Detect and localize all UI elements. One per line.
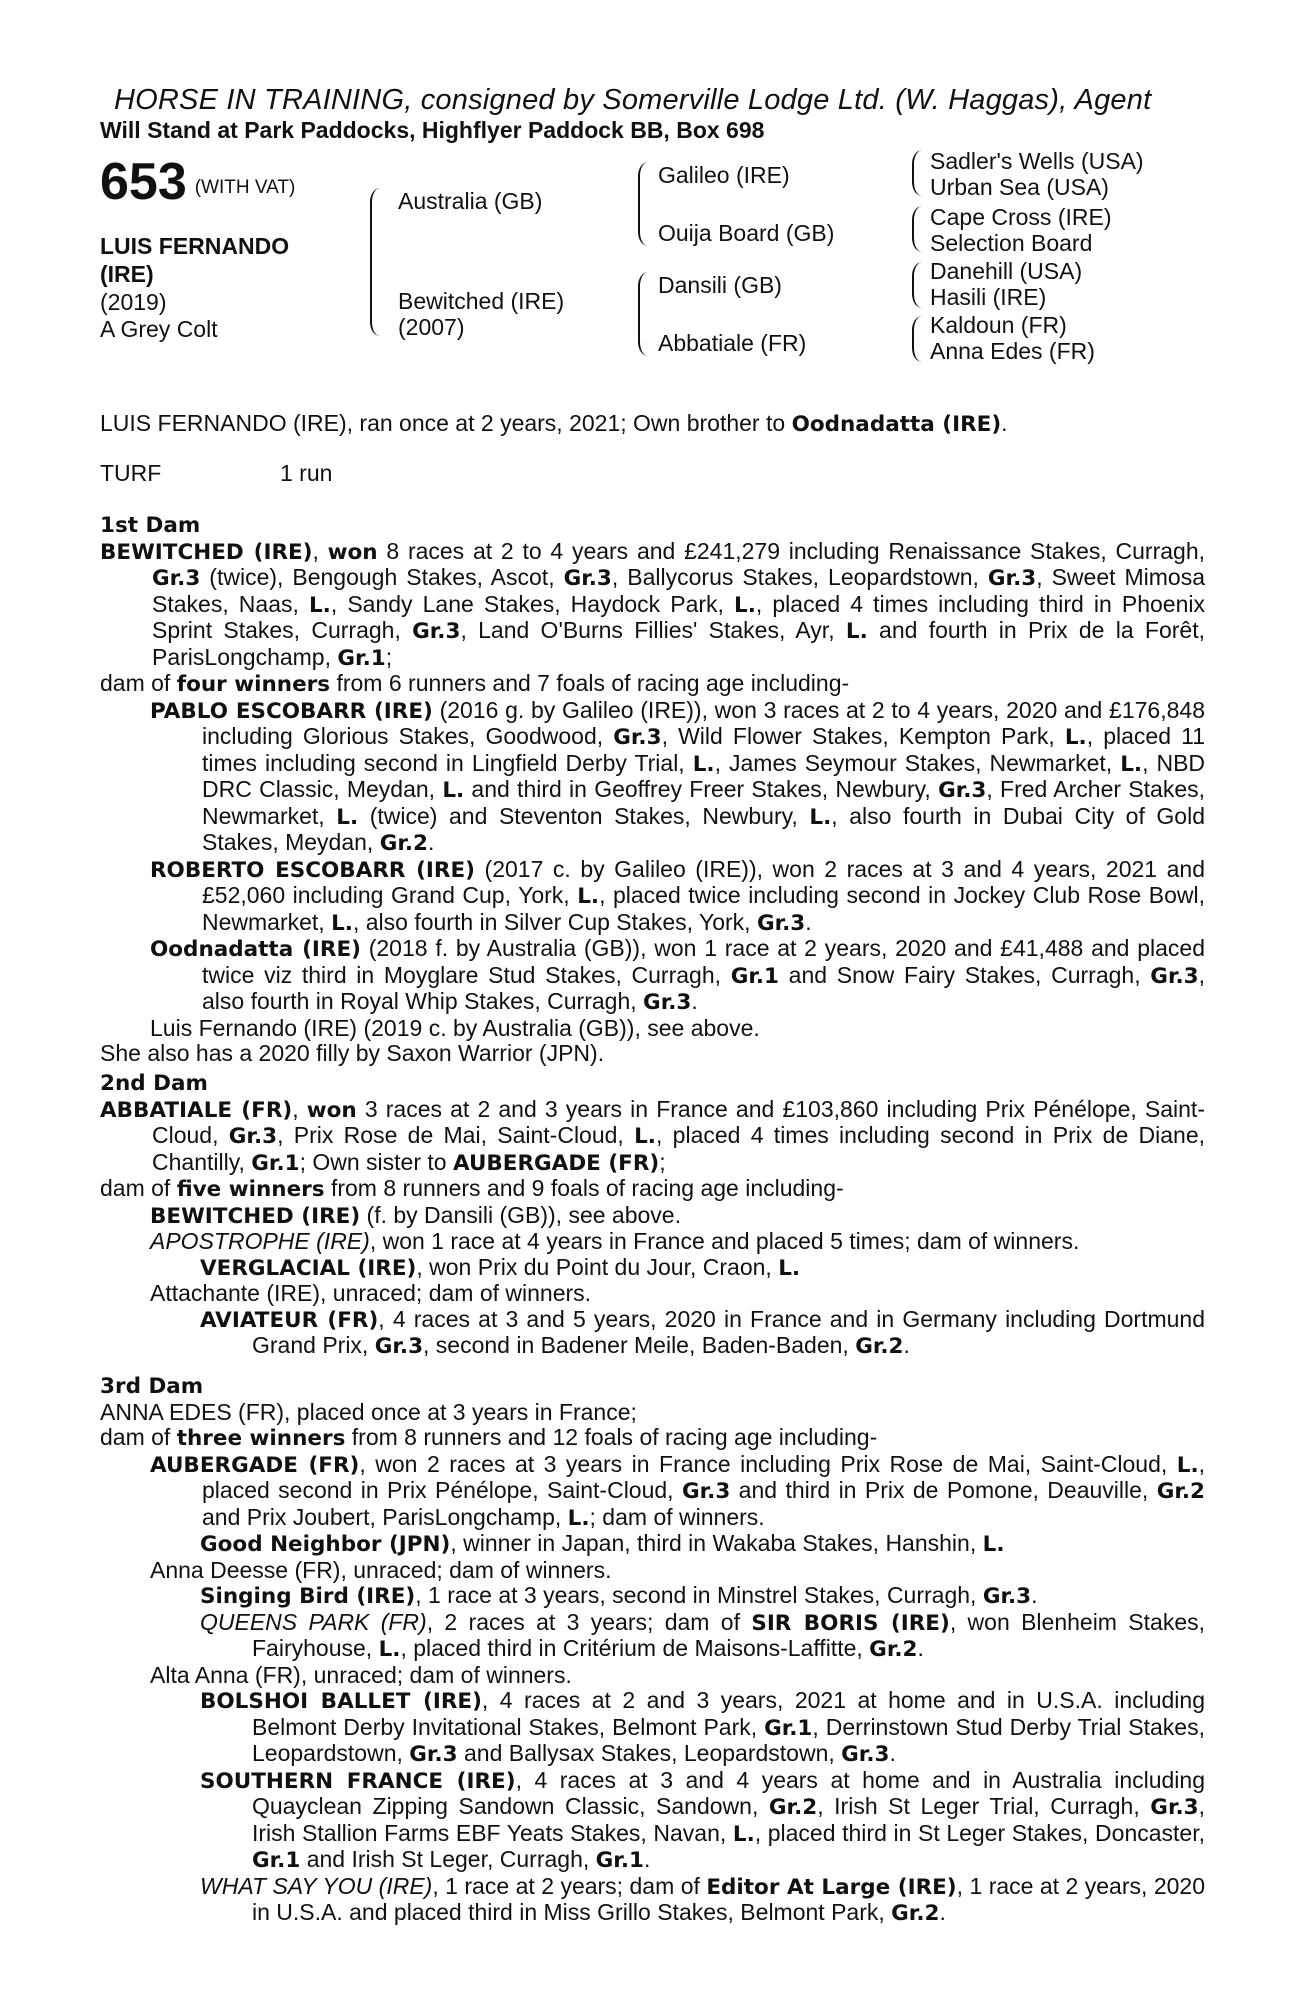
grade: Gr.2 [869,1637,918,1662]
grade: Gr.1 [730,963,779,989]
first-dam-section [100,512,1205,1067]
punct: . [428,829,435,855]
bolshoi-ballet-entry [100,1688,1205,1768]
record-text: (2017 c. by Galileo (IRE)), won 2 races at 3 and 4 years, 2021 and £52,060 including Grand Cup, York, [202,855,1206,908]
record-text: 3 races at 2 and 3 years in France and £103,860 including Prix Pénélope, Saint-Cloud, [152,1095,1205,1148]
record-text: , James Seymour Stakes, Newmarket, [714,749,1121,776]
queens-park-name: QUEENS PARK (FR) [200,1608,427,1635]
abbatiale-name: ABBATIALE (FR) [100,1097,293,1123]
lot-number [100,152,295,212]
won-word: won [327,539,378,565]
record-text: , 1 race at 3 years, second in Minstrel Stakes, Curragh, [415,1582,983,1608]
second-dam-title-text: 2nd Dam [100,1071,208,1096]
record-text: , 1 race at 2 years; dam of [432,1872,707,1899]
record-text: , Wild Flower Stakes, Kempton Park, [661,723,1065,749]
third-dam-produce [100,1425,1205,1452]
record-text: , placed 4 times including second in Prix de Diane, Chantilly, [152,1122,1206,1175]
southern-france-name: SOUTHERN FRANCE (IRE) [200,1768,516,1794]
singing-bird-name: Singing Bird (IRE) [200,1584,416,1609]
record-text: , Irish St Leger Trial, Curragh, [817,1793,1151,1819]
grade: Gr.3 [412,619,461,644]
record-text: , 1 race at 2 years, 2020 in U.S.A. and placed third in Miss Grillo Stakes, Belmont Park, [252,1872,1205,1925]
second-dam-produce [100,1176,1205,1203]
singing-bird-line [100,1583,1205,1610]
dam-of-post: from 8 runners and 9 foals of racing age including- [324,1175,844,1201]
pedigree-g2: Urban Sea (USA) [930,174,1109,200]
second-dam-title [100,1070,1205,1097]
pedigree-sire: Australia (GB) [398,188,543,214]
listed: L. [577,884,600,909]
pedigree-sire-dam: Ouija Board (GB) [658,220,835,246]
listed: L. [732,1821,755,1847]
record-text: , also fourth in Dubai City of Gold Stakes, Meydan, [202,802,1205,855]
sire-parents-brace [638,162,650,246]
grade: Gr.1 [764,1715,813,1741]
grade: Gr.1 [595,1848,644,1873]
listed: L. [734,592,756,618]
sister-name: AUBERGADE (FR) [452,1150,660,1176]
record-text: 8 races at 2 to 4 years and £241,279 including Renaissance Stakes, Curragh, [377,537,1206,564]
pedigree-g5: Danehill (USA) [930,258,1083,284]
record-text: , Derrinstown Stud Derby Trial Stakes, Leopardstown, [252,1713,1205,1766]
record-text: , placed third in St Leger Stakes, Doncaster, [754,1819,1205,1846]
punct: . [691,988,698,1014]
apostrophe-line [100,1229,1205,1255]
grade: Gr.3 [982,1584,1032,1609]
listed: L. [378,1637,401,1662]
race-summary [100,410,1008,437]
g-brace-4 [912,316,924,362]
pedigree-dam-dam: Abbatiale (FR) [658,330,807,356]
turf-label: TURF [100,460,162,486]
record-text: , also fourth in Silver Cup Stakes, York, [352,908,757,935]
record-text: , Ballycorus Stakes, Leopardstown, [611,564,988,590]
record-text: (twice) and Steventon Stakes, Newbury, [358,802,810,829]
record-text: , also fourth in Royal Whip Stakes, Curragh, [202,961,1205,1014]
bewitched-name: BEWITCHED (IRE) [150,1203,361,1229]
grade: Gr.3 [152,566,201,591]
pedigree-g6: Hasili (IRE) [930,284,1047,310]
aubergade-name: AUBERGADE (FR) [150,1452,360,1478]
anna-edes-line: ANNA EDES (FR), placed once at 3 years in France; [100,1398,637,1425]
punct: . [805,908,812,935]
record-text: , Prix Rose de Mai, Saint-Cloud, [277,1122,635,1148]
pedigree-sire-sire: Galileo (IRE) [658,162,790,188]
punct: . [1031,1582,1038,1608]
aubergade-entry [100,1452,1205,1532]
editor-at-large-name: Editor At Large (IRE) [706,1874,957,1900]
record-text: , 2 races at 3 years; dam of [426,1608,752,1635]
grade: Gr.3 [841,1742,890,1767]
listed: L. [336,804,359,830]
g-brace-1 [912,150,924,196]
listed: L. [567,1505,590,1531]
grade: Gr.3 [756,910,806,936]
record-text: , NBD DRC Classic, Meydan, [202,749,1206,802]
grade: Gr.3 [681,1479,731,1504]
attachante-line: Attachante (IRE), unraced; dam of winners. [150,1280,592,1306]
record-text: and Prix Joubert, ParisLongchamp, [202,1503,568,1530]
aviateur-entry [100,1307,1205,1360]
second-dam-section [100,1070,1205,1360]
pedigree-dam: Bewitched (IRE) [398,288,565,314]
grade: Gr.3 [938,778,987,803]
horse-name: LUIS FERNANDO (IRE) [100,233,290,287]
verglacial-line [100,1255,1205,1282]
listed: L. [308,592,331,618]
verglacial-name: VERGLACIAL (IRE) [200,1255,417,1281]
grade: Gr.3 [563,566,612,591]
dam-parents-brace [638,272,650,356]
won-word: won [306,1097,357,1123]
grade: Gr.3 [987,566,1037,591]
listed: L. [1176,1452,1199,1478]
pedigree-g1: Sadler's Wells (USA) [930,148,1144,174]
record-text: , won 1 race at 4 years in France and placed 5 times; dam of winners. [369,1228,1080,1254]
dam-of-winners: three winners [176,1426,346,1451]
grade: Gr.1 [251,1150,300,1176]
grade: Gr.2 [768,1795,818,1820]
pedigree-g7: Kaldoun (FR) [930,312,1067,338]
good-neighbor-line [100,1531,1205,1558]
punct: . [889,1740,896,1766]
grade: Gr.3 [1150,1795,1199,1820]
first-dam-title [100,512,1205,539]
g-brace-2 [912,206,924,252]
record-text: (f. by Dansili (GB)), see above. [360,1201,681,1228]
roberto-escobarr-entry [100,857,1205,937]
grade: Gr.3 [409,1742,458,1767]
vat-note: (WITH VAT) [194,177,296,198]
listed: L. [692,751,715,777]
what-say-you-entry [100,1874,1205,1927]
punct: . [939,1899,946,1925]
third-dam-title-text: 3rd Dam [100,1374,204,1399]
pedigree-dam-sire: Dansili (GB) [658,272,782,298]
consignor-header: HORSE IN TRAINING, consigned by Somerville Lodge Ltd. (W. Haggas), Agent [114,84,1152,116]
dam-of-pre: dam of [100,1424,177,1450]
punct: . [643,1846,651,1872]
punct: . [917,1635,924,1661]
record-text: , Fred Archer Stakes, Newmarket, [202,776,1205,829]
pedigree-g8: Anna Edes (FR) [930,338,1095,364]
grade: Gr.3 [228,1124,278,1149]
alta-anna-line: Alta Anna (FR), unraced; dam of winners. [150,1661,572,1688]
record-text: , Sweet Mimosa Stakes, Naas, [152,564,1205,617]
record-text: and Ballysax Stakes, Leopardstown, [457,1740,842,1766]
record-text: , 4 races at 3 and 5 years, 2020 in France and in Germany including Dortmund Grand Prix, [252,1305,1205,1358]
horse-year: (2019) [100,289,167,315]
record-text: and Snow Fairy Stakes, Curragh, [779,961,1151,988]
summary-text: LUIS FERNANDO (IRE), ran once at 2 years, 2021; Own brother to [100,410,792,436]
grade: Gr.3 [613,725,662,750]
summary-bold: Oodnadatta (IRE) [791,412,1002,437]
first-dam-record: BEWITCHED (IRE), won 8 races at 2 to 4 years and £241,279 including Renaissance Stakes, Curragh, Gr.3 (twice), Bengough Stakes, Ascot, Gr.3, Ballycorus Stakes, Leopardstown, Gr.3, Sweet Mimosa Stakes, Naas, L., Sandy Lane Stakes, Haydock Park, L., placed 4 times including third in Phoenix Sprint Stakes, Curragh, Gr.3, Land O'Burns Fillies' Stakes, Ayr, L. and fourth in Prix de la Forêt, ParisLongchamp, Gr.1; [100,537,1206,671]
third-dam-title [100,1373,1205,1400]
listed: L. [1120,751,1143,777]
record-text: ; [385,643,393,670]
oodnadatta-entry [100,936,1205,1016]
listed: L. [982,1532,1005,1557]
listed: L. [634,1124,656,1149]
record-text: ; dam of winners. [589,1503,765,1530]
southern-france-entry [100,1768,1205,1874]
dam-of-pre: dam of [100,1175,177,1201]
listed: L. [1064,725,1087,750]
apostrophe-name: APOSTROPHE (IRE) [150,1228,370,1254]
grade: Gr.2 [1156,1479,1205,1504]
grade: Gr.1 [252,1848,301,1873]
punct: . [903,1332,910,1358]
pedigree-g4: Selection Board [930,230,1093,256]
first-dam-title-text: 1st Dam [100,513,201,538]
record-text: , won Prix du Point du Jour, Craon, [416,1253,779,1280]
dam-of-winners: five winners [176,1177,325,1202]
grade: Gr.3 [374,1334,424,1359]
record-text: , placed third in Critérium de Maisons-Laffitte, [400,1635,870,1661]
dam-of-post: from 6 runners and 7 foals of racing age including- [330,670,850,696]
record-text: (twice), Bengough Stakes, Ascot, [200,564,564,590]
listed: L. [331,910,353,936]
record-text: , placed twice including second in Jockey Club Rose Bowl, Newmarket, [202,882,1205,935]
record-text: and third in Prix de Pomone, Deauville, [730,1477,1157,1503]
sir-boris-name: SIR BORIS (IRE) [751,1610,950,1636]
record-text: , won 2 races at 3 years in France including Prix Rose de Mai, Saint-Cloud, [359,1450,1177,1477]
oodnadatta-name: Oodnadatta (IRE) [150,937,361,962]
record-text: , Irish Stallion Farms EBF Yeats Stakes, Navan, [252,1793,1205,1846]
pablo-escobarr-entry [100,698,1205,857]
record-text: and Irish St Leger, Curragh, [300,1846,596,1872]
record-text: , placed 11 times including second in Lingfield Derby Trial, [202,723,1205,776]
dam-of-winners: four winners [176,672,331,697]
bolshoi-ballet-name: BOLSHOI BALLET (IRE) [200,1689,482,1714]
good-neighbor-name: Good Neighbor (JPN) [200,1532,451,1557]
what-say-you-name: WHAT SAY YOU (IRE) [200,1872,433,1899]
pedigree-dam-year: (2007) [398,314,465,340]
listed: L. [845,619,868,644]
pablo-name: PABLO ESCOBARR (IRE) [150,698,433,724]
summary-end: . [1001,410,1008,436]
queens-park-entry [100,1610,1205,1663]
record-text: , 4 races at 2 and 3 years, 2021 at home and in U.S.A. including Belmont Derby Invitational Stakes, Belmont Park, [252,1687,1205,1740]
record-text: ; Own sister to [299,1148,453,1175]
record-text: and third in Geoffrey Freer Stakes, Newbury, [464,776,939,802]
listed: L. [809,804,832,830]
record-text: ; [659,1148,666,1175]
record-text: , placed 4 times including third in Phoenix Sprint Stakes, Curragh, [152,590,1205,643]
grade: Gr.1 [337,645,386,671]
first-dam-produce [100,671,1205,698]
turf-runs: 1 run [280,460,333,486]
listed: L. [778,1255,801,1281]
anna-deesse-line: Anna Deesse (FR), unraced; dam of winners. [150,1556,612,1583]
sire-dam-brace [370,188,382,336]
record-text: , won Blenheim Stakes, Fairyhouse, [252,1608,1205,1661]
bewitched-line [100,1203,1205,1230]
record-text: (2016 g. by Galileo (IRE)), won 3 races at 2 to 4 years, 2020 and £176,848 including Glorious Stakes, Goodwood, [202,696,1205,749]
aviateur-name: AVIATEUR (FR) [200,1307,379,1333]
horse-info [100,289,218,343]
horse-description: A Grey Colt [100,316,218,342]
record-text: , winner in Japan, third in Wakaba Stakes, Hanshin, [450,1530,983,1556]
dam-of-post: from 8 runners and 12 foals of racing age including- [345,1424,878,1450]
pedigree-g3: Cape Cross (IRE) [930,204,1112,230]
grade: Gr.2 [855,1334,904,1359]
g-brace-3 [912,262,924,308]
stand-location: Will Stand at Park Paddocks, Highflyer Paddock BB, Box 698 [100,117,765,143]
record-text: , 4 races at 3 and 4 years at home and in Australia including Quayclean Zipping Sandown Classic, Sandown, [252,1766,1205,1819]
turf-record [100,460,333,487]
record-text: (2018 f. by Australia (GB)), won 1 race at 2 years, 2020 and £41,488 and placed twice viz third in Moyglare Stud Stakes, Curragh, [202,935,1205,988]
record-text: , Sandy Lane Stakes, Haydock Park, [330,590,735,617]
record-text: , second in Badener Meile, Baden-Baden, [423,1332,856,1358]
grade: Gr.3 [1150,963,1199,989]
bewitched-name: BEWITCHED (IRE) [100,539,313,565]
record-text: , Land O'Burns Fillies' Stakes, Ayr, [460,617,846,643]
listed: L. [442,778,465,803]
roberto-name: ROBERTO ESCOBARR (IRE) [150,857,475,883]
filly-line: She also has a 2020 filly by Saxon Warrior (JPN). [100,1040,605,1066]
grade: Gr.3 [643,990,692,1015]
grade: Gr.2 [379,831,429,856]
record-text: , placed second in Prix Pénélope, Saint-Cloud, [202,1450,1206,1503]
record-text: and fourth in Prix de la Forêt, ParisLongchamp, [152,617,1205,670]
second-dam-record: ABBATIALE (FR), won 3 races at 2 and 3 years in France and £103,860 including Prix Pénélope, Saint-Cloud, Gr.3, Prix Rose de Mai, Saint-Cloud, L., placed 4 times including second in Prix de Diane, Chantilly, Gr.1; Own sister to AUBERGADE (FR); [100,1095,1206,1176]
dam-of-pre: dam of [100,670,177,696]
third-dam-section [100,1373,1205,1927]
luis-fernando-line: Luis Fernando (IRE) (2019 c. by Australia (GB)), see above. [150,1014,760,1041]
lot-number-value: 653 [100,153,187,211]
grade: Gr.2 [891,1901,940,1926]
